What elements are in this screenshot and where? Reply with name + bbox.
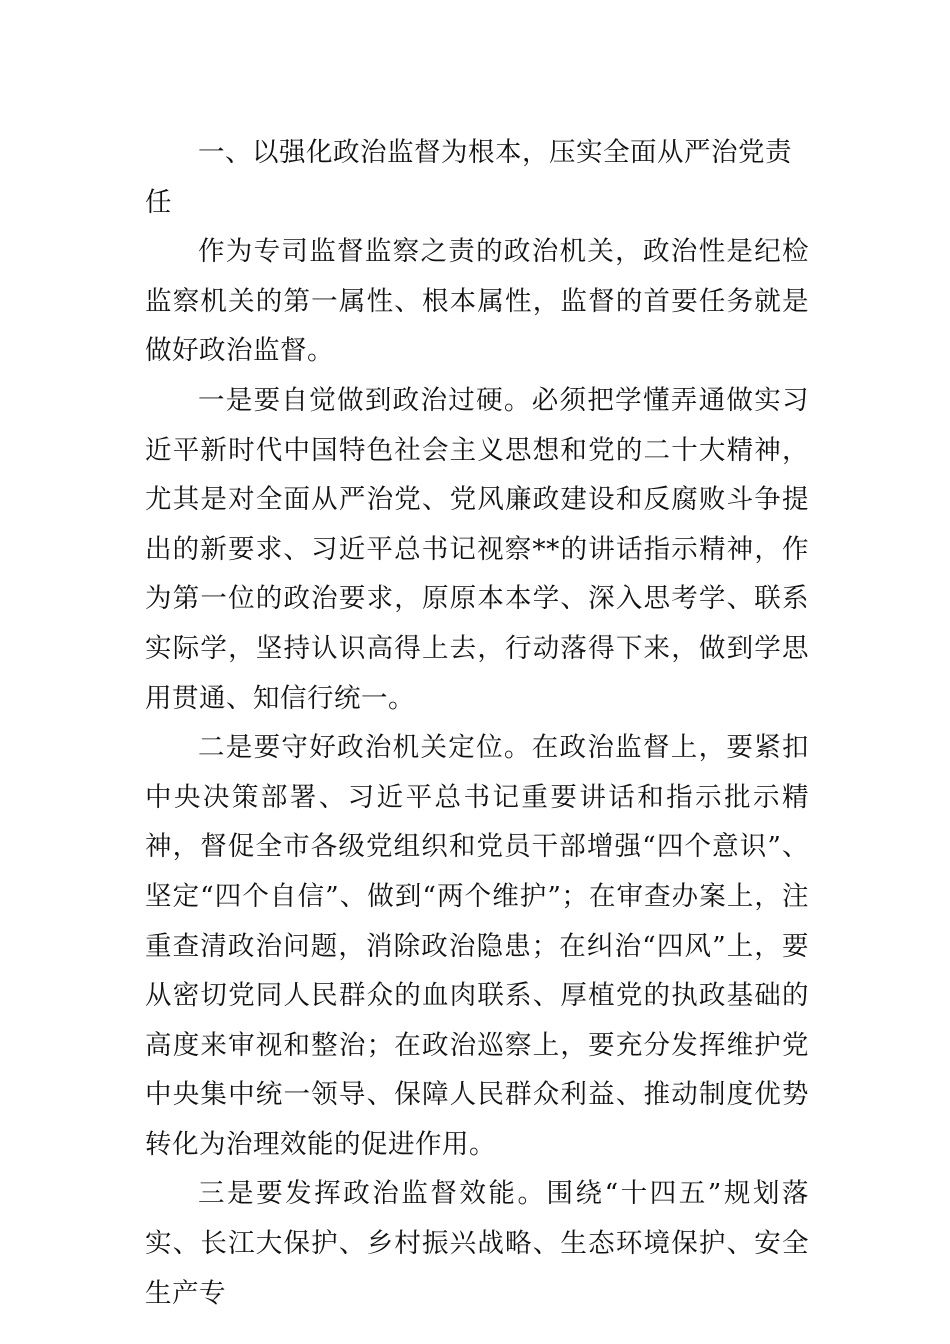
- paragraph-point-three: 三是要发挥政治监督效能。围绕“十四五”规划落实、长江大保护、乡村振兴战略、生态环境保护、安全生产专: [145, 1178, 809, 1309]
- paragraph-intro: 作为专司监督监察之责的政治机关，政治性是纪检监察机关的第一属性、根本属性，监督的首要任务就是做好政治监督。: [145, 236, 809, 367]
- paragraph-point-two: 二是要守好政治机关定位。在政治监督上，要紧扣中央决策部署、习近平总书记重要讲话和指示批示精神，督促全市各级党组织和党员干部增强“四个意识”、坚定“四个自信”、做到“两个维护”；在审查办案上，注重查清政治问题，消除政治隐患；在纠治“四风”上，要从密切党同人民群众的血肉联系、厚植党的执政基础的高度来审视和整治；在政治巡察上，要充分发挥维护党中央集中统一领导、保障人民群众利益、推动制度优势转化为治理效能的促进作用。: [145, 732, 809, 1160]
- section-heading: 一、以强化政治监督为根本，压实全面从严治党责任: [145, 137, 792, 218]
- document-body: [145, 128, 809, 1318]
- paragraph-point-one: 一是要自觉做到政治过硬。必须把学懂弄通做实习近平新时代中国特色社会主义思想和党的二十大精神，尤其是对全面从严治党、党风廉政建设和反腐败斗争提出的新要求、习近平总书记视察**的讲话指示精神，作为第一位的政治要求，原原本本学、深入思考学、联系实际学，坚持认识高得上去，行动落得下来，做到学思用贯通、知信行统一。: [145, 384, 809, 714]
